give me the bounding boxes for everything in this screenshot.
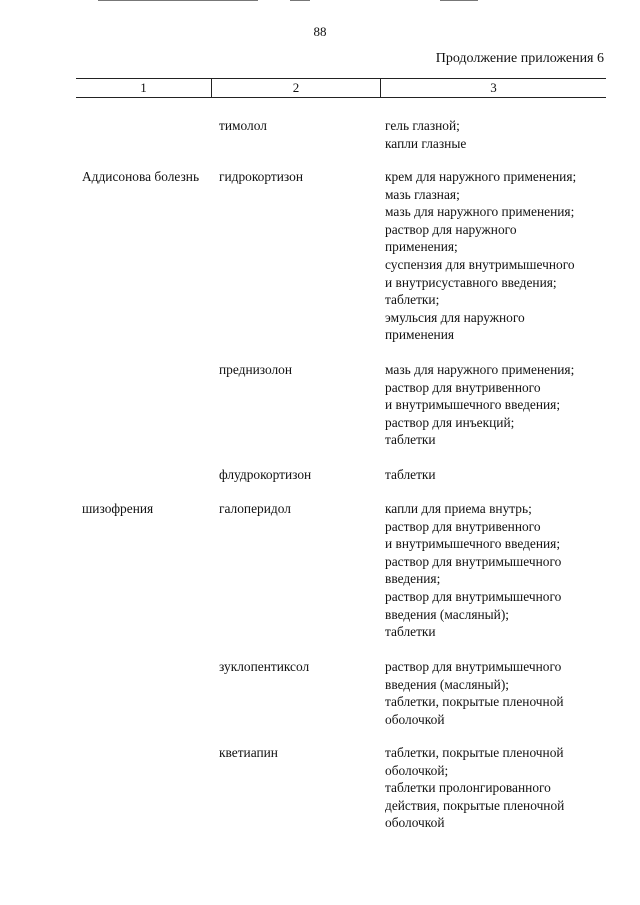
- column-header-1: 1: [76, 79, 212, 97]
- dosage-forms: [385, 500, 610, 641]
- dosage-form: и внутрисуставного введения;: [385, 274, 557, 290]
- dosage-form: мазь глазная;: [385, 186, 460, 202]
- dosage-form: таблетки: [385, 624, 436, 640]
- dosage-form: гель глазной;: [385, 118, 460, 133]
- dosage-form: капли для приема внутрь;: [385, 501, 532, 516]
- dosage-form: применения;: [385, 239, 458, 255]
- disease-cell: шизофрения: [82, 501, 154, 516]
- dosage-forms: [385, 658, 610, 728]
- top-edge-rule-left: [98, 0, 258, 1]
- drug-name: флудрокортизон: [219, 467, 312, 482]
- dosage-form: таблетки, покрытые пленочной: [385, 694, 564, 710]
- dosage-form: раствор для внутривенного: [385, 518, 541, 534]
- dosage-form: таблетки, покрытые пленочной: [385, 745, 564, 760]
- drug-name: тимолол: [219, 118, 267, 133]
- dosage-form: действия, покрытые пленочной: [385, 797, 565, 813]
- dosage-form: оболочкой;: [385, 762, 449, 778]
- dosage-forms: [385, 361, 610, 449]
- continuation-heading: Продолжение приложения 6: [435, 51, 604, 66]
- dosage-forms: [385, 744, 610, 832]
- dosage-form: раствор для внутримышечного: [385, 659, 562, 674]
- dosage-form: и внутримышечного введения;: [385, 397, 561, 413]
- drug-name: кветиапин: [219, 745, 278, 760]
- dosage-form: таблетки;: [385, 292, 440, 308]
- dosage-form: таблетки: [385, 467, 436, 482]
- disease-cell: Аддисонова болезнь: [82, 169, 200, 184]
- dosage-form: введения;: [385, 571, 441, 587]
- dosage-forms: [385, 117, 610, 152]
- drug-name: гидрокортизон: [219, 169, 303, 184]
- dosage-form: эмульсия для наружного: [385, 309, 525, 325]
- dosage-form: раствор для внутривенного: [385, 379, 541, 395]
- top-edge-rule-right: [440, 0, 478, 1]
- drug-name: зуклопентиксол: [219, 659, 310, 674]
- drug-name: преднизолон: [219, 362, 293, 377]
- dosage-forms: [385, 466, 610, 484]
- dosage-form: оболочкой: [385, 711, 445, 727]
- dosage-form: мазь для наружного применения;: [385, 204, 575, 220]
- dosage-form: раствор для внутримышечного: [385, 553, 562, 569]
- dosage-form: и внутримышечного введения;: [385, 536, 561, 552]
- dosage-form: крем для наружного применения;: [385, 169, 577, 184]
- column-header-3: 3: [490, 80, 497, 95]
- dosage-forms: [385, 168, 610, 344]
- dosage-form: раствор для инъекций;: [385, 414, 515, 430]
- drug-name: галоперидол: [219, 501, 291, 516]
- dosage-form: суспензия для внутримышечного: [385, 256, 575, 272]
- dosage-form: таблетки пролонгированного: [385, 780, 551, 796]
- page-number: 88: [313, 24, 327, 39]
- dosage-form: капли глазные: [385, 135, 467, 151]
- table-header-row: [76, 78, 606, 98]
- dosage-form: раствор для наружного: [385, 221, 517, 237]
- dosage-form: введения (масляный);: [385, 676, 510, 692]
- top-edge-rule-mid: [290, 0, 310, 1]
- dosage-form: раствор для внутримышечного: [385, 588, 562, 604]
- column-header-2: 2: [212, 79, 381, 97]
- dosage-form: применения: [385, 327, 455, 343]
- dosage-form: введения (масляный);: [385, 606, 510, 622]
- dosage-form: оболочкой: [385, 815, 445, 831]
- dosage-form: мазь для наружного применения;: [385, 362, 575, 377]
- dosage-form: таблетки: [385, 432, 436, 448]
